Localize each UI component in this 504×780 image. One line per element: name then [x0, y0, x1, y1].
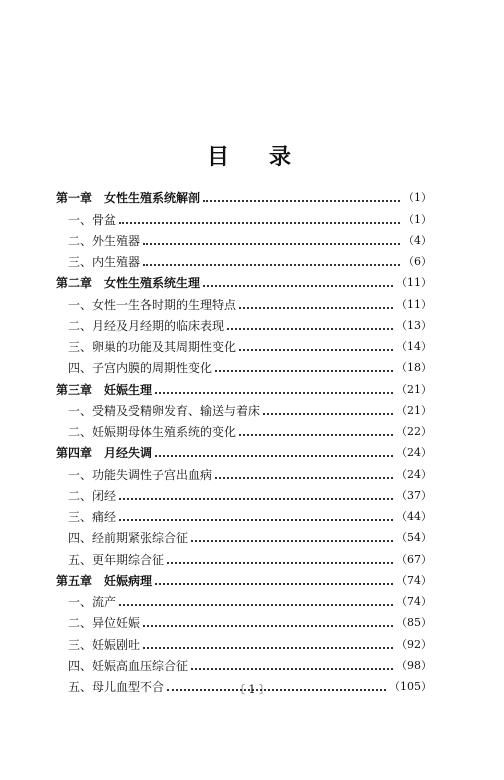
dot-leader	[119, 222, 400, 224]
toc-entry-label: 二、外生殖器	[68, 233, 141, 248]
toc-section-row	[56, 630, 432, 651]
dot-leader	[155, 392, 393, 394]
dot-leader	[203, 200, 400, 202]
toc-entry-label: 第二章 女性生殖系统生理	[56, 276, 201, 291]
page-title	[0, 140, 504, 171]
toc-section-row	[56, 609, 432, 630]
toc-section-row	[56, 248, 432, 269]
toc-page-number: （105）	[389, 680, 432, 693]
toc-entry-label: 三、痛经	[68, 510, 117, 524]
toc-page-number: （37）	[396, 488, 432, 502]
dot-leader	[227, 328, 393, 330]
dot-leader	[143, 647, 393, 649]
toc-page-number: （44）	[396, 510, 432, 523]
toc-chapter-row	[56, 375, 432, 396]
toc-page-number: （13）	[396, 318, 432, 332]
toc-section-row	[56, 482, 432, 503]
dot-leader	[263, 413, 393, 415]
toc-section-row	[56, 354, 432, 375]
dot-leader	[143, 243, 400, 245]
toc-entry-label: 第四章 月经失调	[56, 446, 153, 461]
toc-entry-label: 一、受精及受精卵发育、输送与着床	[68, 403, 261, 418]
toc-page-number: （18）	[396, 361, 432, 375]
toc-entry-label: 第一章 女性生殖系统解剖	[56, 191, 201, 206]
toc-page-number: （22）	[396, 425, 432, 438]
toc-section-row	[56, 524, 432, 545]
dot-leader	[119, 604, 393, 606]
dot-leader	[239, 349, 393, 351]
toc-section-row	[56, 227, 432, 248]
toc-page-number: （24）	[396, 446, 432, 460]
page-footer: 〔 1 〕	[234, 683, 270, 696]
dot-leader	[155, 455, 393, 457]
toc-page-number: （21）	[396, 403, 432, 417]
toc-page-number: （11）	[396, 276, 432, 290]
toc-page-number: （92）	[396, 637, 432, 651]
toc-entry-label: 第三章 妊娠生理	[56, 382, 153, 397]
toc-section-row	[56, 312, 432, 333]
toc-page-number: （21）	[396, 382, 432, 396]
dot-leader	[119, 498, 393, 500]
toc-section-row	[56, 205, 432, 226]
toc-section-row	[56, 652, 432, 673]
toc-entry-label: 三、内生殖器	[68, 255, 141, 269]
dot-leader	[239, 434, 393, 436]
dot-leader	[143, 264, 400, 266]
toc-entry-label: 五、母儿血型不合	[68, 680, 165, 694]
toc-entry-label: 三、妊娠剧吐	[68, 637, 141, 652]
dot-leader	[215, 477, 393, 479]
dot-leader	[119, 519, 393, 521]
toc-chapter-row	[56, 184, 432, 205]
toc-page-number: （24）	[396, 467, 432, 481]
toc-chapter-row	[56, 439, 432, 460]
toc-page-number: （67）	[396, 552, 432, 566]
toc-page-number: （85）	[396, 616, 432, 630]
dot-leader	[191, 540, 393, 542]
toc-entry-label: 四、子宫内膜的周期性变化	[68, 361, 213, 376]
toc-entry-label: 二、妊娠期母体生殖系统的变化	[68, 425, 237, 439]
toc-entry-label: 第五章 妊娠病理	[56, 573, 153, 588]
toc-section-row	[56, 503, 432, 524]
dot-leader	[239, 307, 393, 309]
toc-section-row	[56, 290, 432, 311]
toc-entry-label: 一、骨盆	[68, 212, 117, 227]
toc-page-number: （1）	[403, 191, 432, 205]
dot-leader	[203, 285, 393, 287]
toc-entry-label: 二、异位妊娠	[68, 616, 141, 631]
toc-section-row	[56, 545, 432, 566]
toc-section-row	[56, 333, 432, 354]
toc-page-number: （4）	[403, 233, 432, 247]
toc-entry-label: 一、功能失调性子宫出血病	[68, 467, 213, 482]
toc-page-number: （98）	[396, 658, 432, 672]
dot-leader	[191, 668, 393, 670]
toc-entry-label: 一、女性一生各时期的生理特点	[68, 297, 237, 312]
toc-section-row	[56, 397, 432, 418]
toc-chapter-row	[56, 567, 432, 588]
toc-entry-label: 五、更年期综合征	[68, 552, 165, 567]
title-char-2: 录	[269, 144, 298, 170]
dot-leader	[155, 583, 393, 585]
toc-page-number: （74）	[396, 595, 432, 608]
toc-entry-label: 四、妊娠高血压综合征	[68, 658, 189, 673]
toc-entry-label: 二、月经及月经期的临床表现	[68, 318, 225, 333]
toc-entry-label: 四、经前期紧张综合征	[68, 531, 189, 546]
dot-leader	[215, 370, 393, 372]
dot-leader	[143, 625, 393, 627]
toc-entry-label: 三、卵巢的功能及其周期性变化	[68, 340, 237, 354]
toc-section-row	[56, 588, 432, 609]
table-of-contents	[56, 184, 432, 694]
toc-page-number: （1）	[403, 212, 432, 226]
toc-section-row	[56, 418, 432, 439]
toc-entry-label: 二、闭经	[68, 488, 117, 503]
toc-page-number: （6）	[403, 255, 432, 268]
toc-page-number: （14）	[396, 340, 432, 353]
title-char-1: 目	[206, 144, 235, 170]
dot-leader	[167, 562, 393, 564]
toc-page-number: （11）	[396, 297, 432, 311]
toc-page-number: （54）	[396, 531, 432, 545]
toc-page-number: （74）	[396, 573, 432, 587]
toc-entry-label: 一、流产	[68, 595, 117, 609]
toc-chapter-row	[56, 269, 432, 290]
toc-section-row	[56, 460, 432, 481]
